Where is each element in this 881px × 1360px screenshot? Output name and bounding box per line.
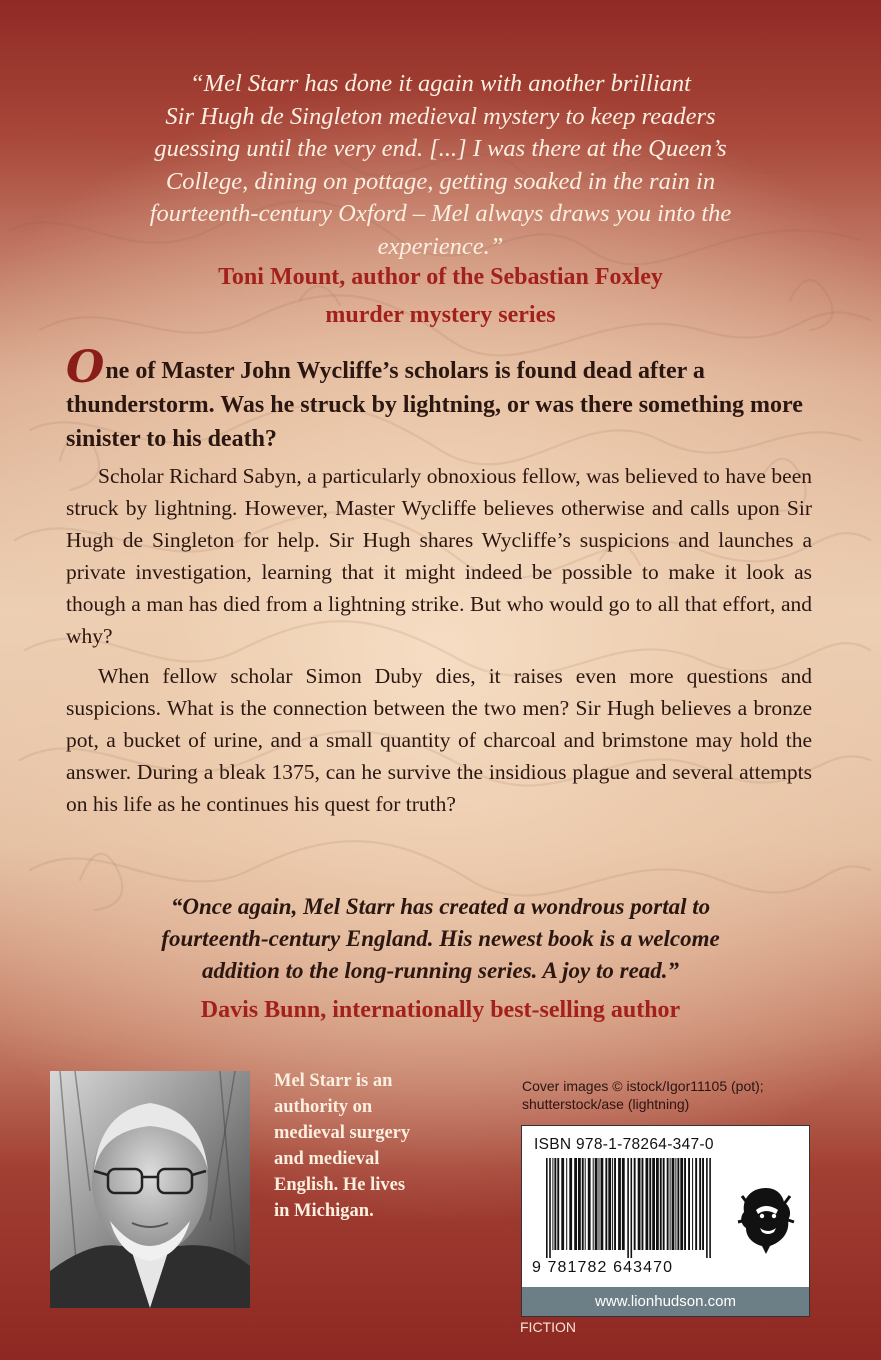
barcode-icon — [532, 1158, 732, 1258]
barcode-bar — [709, 1158, 711, 1258]
cover-image-credits — [522, 1077, 822, 1113]
bio-line: English. He lives — [274, 1175, 406, 1195]
review-quote-bottom — [60, 891, 821, 987]
bio-line: and medieval — [274, 1149, 380, 1169]
barcode-bar — [677, 1158, 679, 1250]
barcode-bar — [546, 1158, 548, 1258]
publisher-url[interactable]: www.lionhudson.com — [522, 1287, 809, 1316]
quote-line: fourteenth-century Oxford – Mel always draws you into the — [149, 200, 732, 227]
bio-line: medieval surgery — [274, 1123, 411, 1143]
barcode-bar — [656, 1158, 659, 1250]
lion-logo-icon — [736, 1184, 796, 1254]
barcode-bar — [627, 1158, 629, 1258]
barcode-bar — [582, 1158, 584, 1250]
bio-line: in Michigan. — [274, 1201, 374, 1221]
barcode-bar — [702, 1158, 704, 1250]
barcode-bar — [675, 1158, 676, 1250]
ean-digits: 9 781782 643470 — [532, 1259, 674, 1276]
barcode-bar — [622, 1158, 625, 1250]
barcode-bar — [593, 1158, 594, 1250]
attribution-line: murder mystery series — [325, 302, 556, 328]
credit-line: Cover images © istock/Igor11105 (pot); — [522, 1078, 764, 1094]
barcode-bar — [649, 1158, 651, 1250]
barcode-bar — [680, 1158, 683, 1250]
barcode-bar — [614, 1158, 616, 1250]
author-photo — [50, 1071, 250, 1308]
barcode-bar — [667, 1158, 669, 1250]
barcode-bar — [652, 1158, 655, 1250]
drop-cap: O — [66, 342, 105, 393]
review-attribution-bottom: Davis Bunn, internationally best-selling author — [200, 997, 681, 1023]
quote-line: fourteenth-century England. His newest book is a welcome — [161, 926, 720, 951]
attribution-line: Toni Mount, author of the Sebastian Foxley — [218, 264, 663, 290]
barcode-bar — [688, 1158, 690, 1250]
barcode-bar — [631, 1158, 633, 1258]
barcode-bar — [557, 1158, 559, 1250]
isbn-text: ISBN 978-1-78264-347-0 — [534, 1136, 714, 1153]
barcode-bar — [608, 1158, 611, 1250]
barcode-bar — [599, 1158, 600, 1250]
category-label: FICTION — [520, 1319, 576, 1335]
barcode-bar — [601, 1158, 604, 1250]
barcode-bar — [595, 1158, 598, 1250]
quote-line: “Mel Starr has done it again with another brilliant — [190, 70, 691, 97]
quote-line: guessing until the very end. [...] I was there at the Queen’s — [154, 135, 727, 162]
barcode-bar — [670, 1158, 671, 1250]
barcode-bar — [618, 1158, 621, 1250]
quote-line: Sir Hugh de Singleton medieval mystery to keep readers — [165, 102, 716, 130]
quote-line: experience.” — [377, 232, 504, 260]
bio-line: authority on — [274, 1097, 373, 1117]
barcode-bar — [672, 1158, 675, 1250]
review-attribution-top — [60, 258, 821, 334]
barcode-bar — [642, 1158, 644, 1250]
barcode-bar — [566, 1158, 567, 1250]
quote-line: College, dining on pottage, getting soaked in the rain in — [165, 167, 716, 195]
barcode-bar — [706, 1158, 708, 1258]
blurb-lead-paragraph — [66, 342, 814, 456]
blurb-paragraph-2: When fellow scholar Simon Duby dies, it raises even more questions and suspicions. What is the connection between the two men? Sir Hugh believes a bronze pot, a bucket of urine, and a small quantity of charcoal and brimstone may hold the answer. During a bleak 1375, can he survive the insidious plague and several attempts on his life as he continues his quest for truth? — [66, 664, 812, 816]
barcode-bar — [660, 1158, 662, 1250]
barcode-bar — [684, 1158, 686, 1250]
barcode-panel — [521, 1125, 810, 1317]
lead-text: ne of Master John Wycliffe’s scholars is found dead after a thunderstorm. Was he struck by lightning, or was there something more sinister to his death? — [66, 358, 803, 452]
barcode-bar — [612, 1158, 613, 1250]
barcode-bar — [569, 1158, 572, 1250]
barcode-bar — [554, 1158, 556, 1250]
review-quote-top — [70, 68, 811, 263]
author-bio — [274, 1068, 474, 1224]
barcode-bar — [552, 1158, 553, 1250]
credit-line: shutterstock/ase (lightning) — [522, 1096, 690, 1112]
barcode-bar — [646, 1158, 649, 1250]
quote-line: “Once again, Mel Starr has created a wondrous portal to — [170, 894, 711, 919]
barcode-bar — [634, 1158, 636, 1250]
barcode-bar — [605, 1158, 607, 1250]
barcode-bar — [574, 1158, 577, 1250]
barcode-bar — [585, 1158, 586, 1250]
barcode-bar — [663, 1158, 665, 1250]
barcode-bar — [699, 1158, 701, 1250]
barcode-bar — [549, 1158, 551, 1258]
barcode-bar — [692, 1158, 693, 1250]
barcode-bar — [588, 1158, 591, 1250]
barcode-bar — [695, 1158, 697, 1250]
barcode-bar — [638, 1158, 641, 1250]
blurb-paragraph-1: Scholar Richard Sabyn, a particularly obnoxious fellow, was believed to have been struck by lightning. However, Master Wycliffe believes otherwise and calls upon Sir Hugh de Singleton for help. Sir Hugh shares Wycliffe’s suspicions and launches a private investigation, learning that it might indeed be possible to make it look as though a man has died from a lightning strike. But who would go to all that effort, and why? — [66, 464, 812, 648]
barcode-bar — [561, 1158, 564, 1250]
bio-line: Mel Starr is an — [274, 1071, 393, 1091]
barcode-bar — [578, 1158, 581, 1250]
quote-line: addition to the long-running series. A joy to read.” — [201, 958, 680, 983]
